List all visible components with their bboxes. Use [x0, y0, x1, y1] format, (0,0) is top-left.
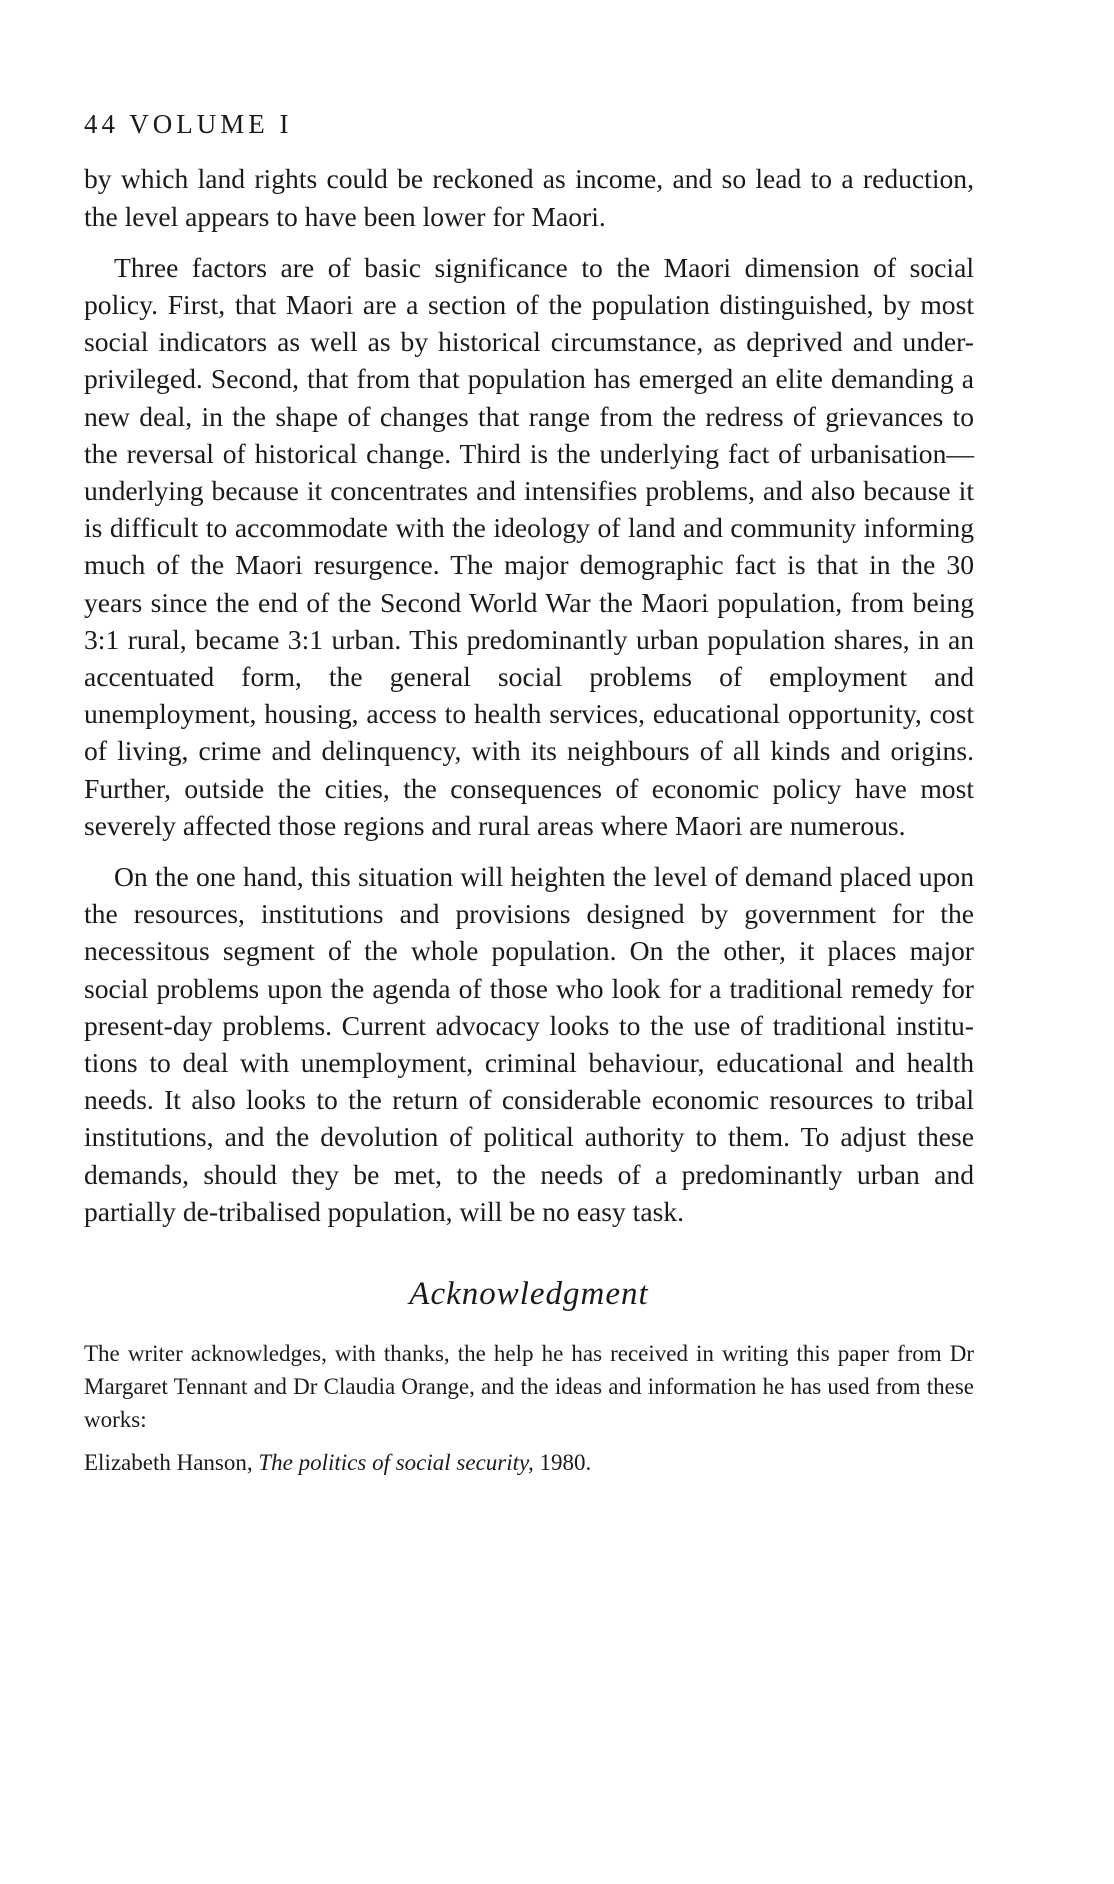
page — [84, 108, 974, 1479]
reference-title: The politics of social security, — [258, 1450, 534, 1476]
reference-year: 1980. — [539, 1450, 592, 1476]
reference-entry — [84, 1446, 974, 1479]
paragraph-continuation: by which land rights could be reckoned as income, and so lead to a reduction, the level appears to have been lower for Maori. — [84, 163, 974, 232]
running-head: 44 VOLUME I — [84, 109, 293, 139]
paragraph-on-the-one-hand: On the one hand, this situation will heighten the level of demand placed upon the resources, institutions and provisions designed by government for the necessitous segment of the whole population. On the other, it places major social problems upon the agenda of those who look for a traditional remedy for present-day problems. Current advocacy looks to the use of traditional institutions to deal with unemployment, criminal behaviour, educational and health needs. It also looks to the return of considerable economic resources to tribal institutions, and the devolution of political authority to them. To adjust these demands, should they be met, to the needs of a predominantly urban and partially de-tribalised population, will be no easy task. — [84, 861, 974, 1227]
acknowledgment-heading: Acknowledgment — [409, 1276, 649, 1313]
body-text — [84, 160, 974, 1230]
paragraph-three-factors: Three factors are of basic significance to the Maori dimension of social policy. First, that Maori are a section of the population distinguished, by most social indicators as well as by historical circumstance, as deprived and under-privileged. Second, that from that population has emerged an elite demanding a new deal, in the shape of changes that range from the redress of grievances to the reversal of historical change. Third is the underlying fact of urbanisation—underlying because it concentrates and intensifies problems, and also because it is difficult to accommodate with the ideology of land and community informing much of the Maori resurgence. The major demographic fact is that in the 30 years since the end of the Second World War the Maori population, from being 3:1 rural, became 3:1 urban. This predominantly urban population shares, in an accentuated form, the general social problems of employment and unemployment, housing, access to health services, educational opportunity, cost of living, crime and delinquency, with its neighbours of all kinds and origins. Further, outside the cities, the consequences of economic policy have most severely affected those regions and rural areas where Maori are numerous. — [84, 251, 974, 841]
reference-author: Elizabeth Hanson, — [84, 1450, 253, 1476]
acknowledgment-text: The writer acknowledges, with thanks, the help he has received in writing this paper from Dr Margaret Tennant and Dr Claudia Orange, and the ideas and information he has used from these works: — [84, 1341, 974, 1433]
